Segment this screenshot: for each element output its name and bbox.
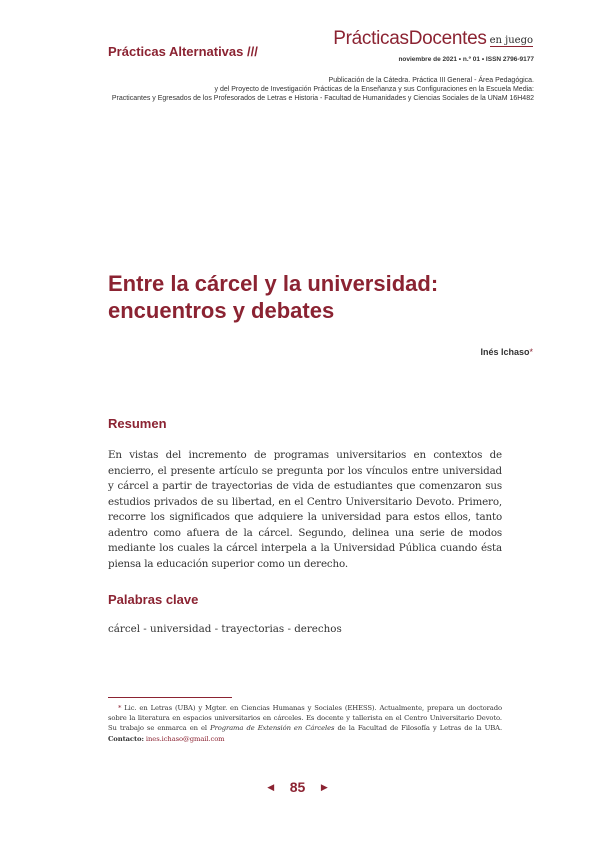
author-name: Inés Ichaso — [480, 347, 530, 357]
section-label: Prácticas Alternativas /// — [108, 44, 258, 59]
publication-info — [64, 76, 534, 104]
article-title — [108, 270, 508, 324]
journal-logo-main: PrácticasDocentes — [333, 28, 487, 49]
contact-email-link[interactable]: ines.ichaso@gmail.com — [145, 734, 225, 743]
footnote-text: Lic. en Letras (UBA) y Mgter. en Ciencias Humanas y Sociales (EHESS). Actualmente, prepara un doctorado sobre la literatura en espacios universitarios en cárceles. Es docente y tallerista en el Centro Universitario Devoto. Su trabajo se enmarca en el — [108, 704, 502, 733]
footnote-program-name: Programa de Extensión en Cárceles — [210, 724, 335, 733]
journal-logo-sub: en juego — [489, 35, 533, 46]
contact-label: Contacto: — [108, 734, 144, 743]
issue-line: noviembre de 2021 • n.º 01 • ISSN 2796-9177 — [398, 56, 534, 63]
publication-info-line: y del Proyecto de Investigación Prácticas de la Enseñanza y sus Configuraciones en la Escuela Media: — [214, 86, 534, 94]
footnote-text-after: de la Facultad de Filosofía y Letras de la UBA. — [337, 724, 503, 733]
author-footnote-mark[interactable]: * — [529, 347, 533, 357]
triangle-right-icon[interactable]: ▶ — [320, 781, 328, 792]
author — [480, 347, 533, 357]
keywords-heading: Palabras clave — [108, 592, 199, 607]
publication-info-line: Publicación de la Cátedra. Práctica III General - Área Pedagógica. — [328, 77, 534, 84]
article-title-line: encuentros y debates — [108, 298, 335, 323]
publication-info-line: Practicantes y Egresados de los Profesorados de Letras e Historia - Facultad de Humanidades y Ciencias Sociales de la UNaM 16H482 — [111, 95, 534, 103]
footnote-divider — [108, 697, 232, 698]
page-number: 85 — [289, 779, 306, 795]
keywords-text: cárcel - universidad - trayectorias - derechos — [108, 623, 342, 635]
abstract-heading: Resumen — [108, 416, 167, 431]
article-title-line: Entre la cárcel y la universidad: — [108, 271, 439, 296]
footnote — [108, 703, 502, 744]
page-navigation — [0, 779, 595, 795]
journal-logo — [333, 29, 533, 49]
triangle-left-icon[interactable]: ◀ — [267, 781, 275, 792]
footnote-mark: * — [118, 704, 122, 712]
abstract-text: En vistas del incremento de programas universitarios en contextos de encierro, el presente artículo se pregunta por los vínculos entre universidad y cárcel a partir de trayectorias de vida de estudiantes que comenzaron sus estudios privados de su libertad, en el Centro Universitario Devoto. Primero, recorre los significados que adquiere la universidad para estos ellos, tanto adentro como afuera de la cárcel. Segundo, delinea una serie de modos mediante los cuales la cárcel interpela a la Universidad Pública cuando ésta piensa la educación superior como un derecho. — [108, 449, 502, 570]
